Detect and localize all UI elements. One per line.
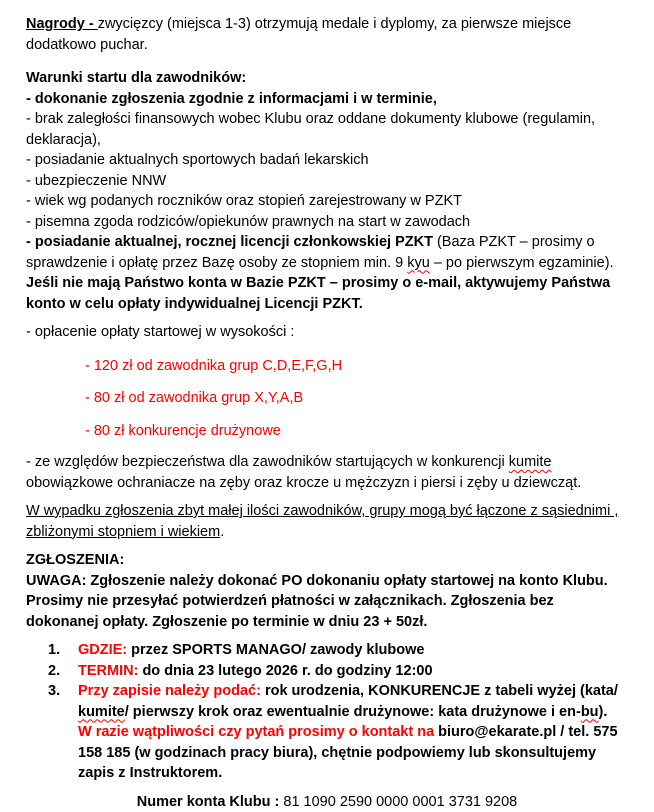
awards-label: Nagrody -: [26, 16, 98, 32]
license-plain-2: – po pierwszym egzaminie).: [430, 255, 614, 271]
merge-note-paragraph: [26, 501, 628, 542]
list-item-where: [26, 640, 628, 661]
bank-account-line: [26, 792, 628, 812]
license-plain-1: (Baza PZKT – prosimy o sprawdzenie i opłatę przez Bazę osoby ze stopniem min. 9: [26, 234, 595, 271]
deadline-label: TERMIN:: [78, 663, 138, 679]
condition-item: - pisemna zgoda rodziców/opiekunów prawnych na start w zawodach: [26, 212, 628, 233]
fee-line-3: - 80 zł konkurencje drużynowe: [26, 421, 628, 442]
condition-item-bold: - dokonanie zgłoszenia zgodnie z informacjami i w terminie,: [26, 89, 628, 110]
conditions-heading: Warunki startu dla zawodników:: [26, 68, 628, 89]
condition-item: - wiek wg podanych roczników oraz stopień zarejestrowany w PZKT: [26, 191, 628, 212]
fee-line-1: - 120 zł od zawodnika grup C,D,E,F,G,H: [26, 356, 628, 377]
list-number: 1.: [48, 640, 78, 661]
registration-list: [26, 640, 628, 784]
awards-paragraph: [26, 14, 628, 55]
safety-part-1: - ze względów bezpieczeństwa dla zawodników startujących w konkurencji: [26, 454, 509, 470]
bank-account-label: Numer konta Klubu :: [137, 794, 284, 810]
license-kyu-misspelling: kyu: [407, 255, 430, 271]
list-number: 2.: [48, 661, 78, 682]
awards-text: zwycięzcy (miejsca 1-3) otrzymują medale i dyplomy, za pierwsze miejsce dodatkowo puchar.: [26, 16, 571, 53]
list-item-text: [78, 640, 628, 661]
merge-note-period: .: [220, 524, 224, 540]
contact-note-red: W razie wątpliwości czy pytań prosimy o kontakt na: [78, 724, 438, 740]
details-bu-misspelling: bu: [581, 704, 599, 720]
safety-part-2: obowiązkowe ochraniacze na zęby oraz krocze u mężczyzn i piersi i zęby u dziewcząt.: [26, 475, 581, 491]
bank-account-number: 81 1090 2590 0000 0001 3731 9208: [283, 794, 517, 810]
fee-line-2: - 80 zł od zawodnika grup X,Y,A,B: [26, 388, 628, 409]
details-part-3: ).: [599, 704, 608, 720]
details-part-2: / pierwszy krok oraz ewentualnie drużynowe: kata drużynowe i en-: [125, 704, 581, 720]
list-item-text: [78, 681, 628, 784]
license-bold-lead: - posiadanie aktualnej, rocznej licencji członkowskiej PZKT: [26, 234, 437, 250]
safety-paragraph: [26, 452, 628, 493]
deadline-text: do dnia 23 lutego 2026 r. do godziny 12:00: [138, 663, 432, 679]
condition-item: - ubezpieczenie NNW: [26, 171, 628, 192]
merge-note-underlined: W wypadku zgłoszenia zbyt małej ilości zawodników, grupy mogą być łączone z sąsiednimi , zbliżonymi stopniem i wiekiem: [26, 503, 618, 540]
registration-warning: UWAGA: Zgłoszenie należy dokonać PO dokonaniu opłaty startowej na konto Klubu. Prosimy nie przesyłać potwierdzeń płatności w załącznikach. Zgłoszenia bez dokonanej opłaty. Zgłoszenie po terminie w dniu 23 + 50zł.: [26, 571, 628, 633]
contact-note-text: biuro@ekarate.pl / tel. 575 158 185 (w godzinach pracy biura), chętnie podpowiemy lub skonsultujemy zapis z Instruktorem.: [78, 724, 618, 781]
fees-intro: - opłacenie opłaty startowej w wysokości :: [26, 322, 628, 343]
registration-heading: ZGŁOSZENIA:: [26, 550, 628, 571]
list-item-deadline: [26, 661, 628, 682]
license-paragraph: [26, 232, 628, 314]
list-item-text: [78, 661, 628, 682]
where-label: GDZIE:: [78, 642, 127, 658]
where-text: przez SPORTS MANAGO/ zawody klubowe: [127, 642, 424, 658]
license-bold-tail: Jeśli nie mają Państwo konta w Bazie PZKT – prosimy o e-mail, aktywujemy Państwa konto w celu opłaty indywidualnej Licencji PZKT.: [26, 275, 610, 312]
details-part-1: rok urodzenia, KONKURENCJE z tabeli wyżej (kata/: [261, 683, 618, 699]
list-number: 3.: [48, 681, 78, 784]
condition-item: - brak zaległości finansowych wobec Klubu oraz oddane dokumenty klubowe (regulamin, deklaracja),: [26, 109, 628, 150]
list-item-details: [26, 681, 628, 784]
details-label: Przy zapisie należy podać:: [78, 683, 261, 699]
condition-item: - posiadanie aktualnych sportowych badań lekarskich: [26, 150, 628, 171]
details-kumite-misspelling: kumite: [78, 704, 125, 720]
safety-kumite-misspelling: kumite: [509, 454, 552, 470]
